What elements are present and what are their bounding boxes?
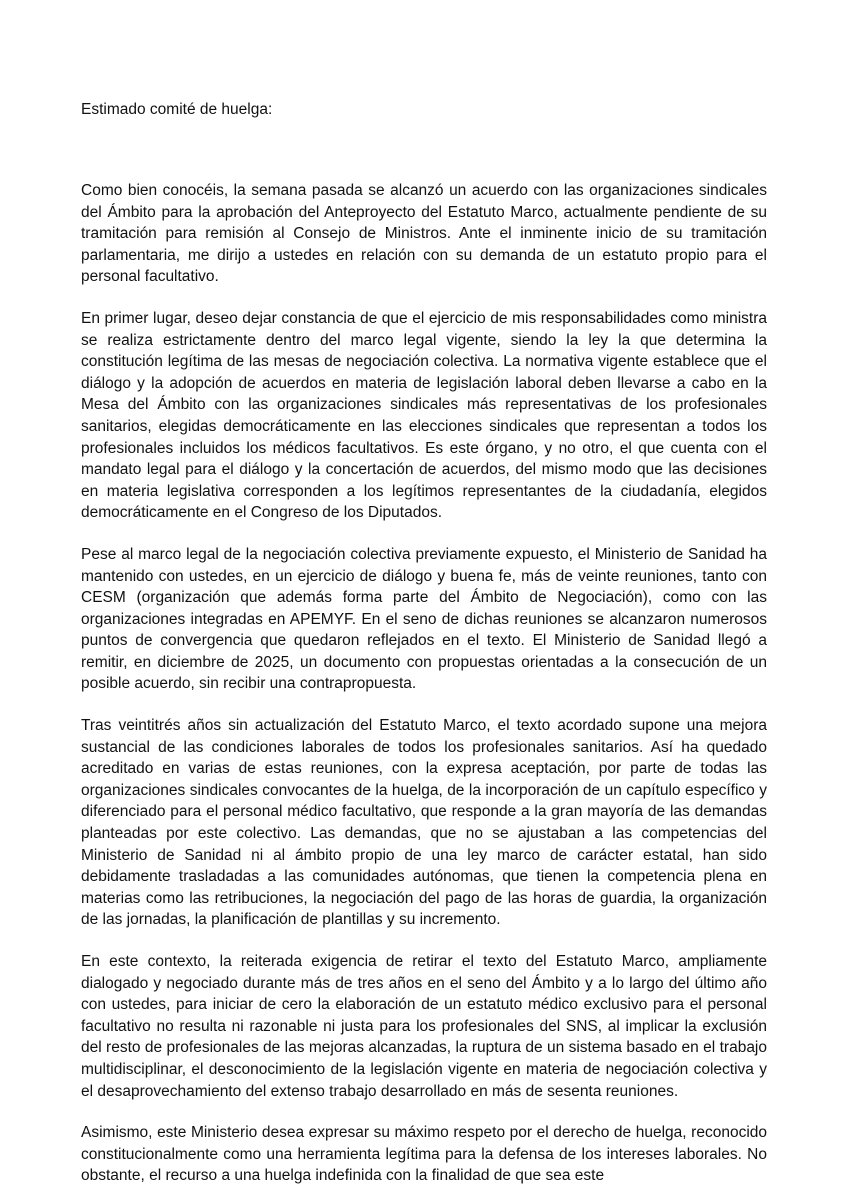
paragraph-5: En este contexto, la reiterada exigencia de retirar el texto del Estatuto Marco, ampliamente dialogado y negociado durante más de tres años en el seno del Ámbito y a lo largo del último año con ustedes, para iniciar de cero la elaboración de un estatuto médico exclusivo para el personal facultativo no resulta ni razonable ni justa para los profesionales del SNS, al implicar la exclusión del resto de profesionales de las mejoras alcanzadas, la ruptura de un sistema basado en el trabajo multidisciplinar, el desconocimiento de la legislación vigente en materia de negociación colectiva y el desaprovechamiento del extenso trabajo desarrollado en más de sesenta reuniones. [81, 953, 767, 1100]
paragraph-2: En primer lugar, deseo dejar constancia de que el ejercicio de mis responsabilidades como ministra se realiza estrictamente dentro del marco legal vigente, siendo la ley la que determina la constitución legítima de las mesas de negociación colectiva. La normativa vigente establece que el diálogo y la adopción de acuerdos en materia de legislación laboral deben llevarse a cabo en la Mesa del Ámbito con las organizaciones sindicales más representativas de los profesionales sanitarios, elegidas democráticamente en las elecciones sindicales que representan a todos los profesionales incluidos los médicos facultativos. Es este órgano, y no otro, el que cuenta con el mandato legal para el diálogo y la concertación de acuerdos, del mismo modo que las decisiones en materia legislativa corresponden a los legítimos representantes de la ciudadanía, elegidos democráticamente en el Congreso de los Diputados. [81, 309, 767, 522]
letter-body [81, 99, 767, 1187]
paragraph-4: Tras veintitrés años sin actualización del Estatuto Marco, el texto acordado supone una mejora sustancial de las condiciones laborales de todos los profesionales sanitarios. Así ha quedado acreditado en varias de estas reuniones, con la expresa aceptación, por parte de todas las organizaciones sindicales convocantes de la huelga, de la incorporación de un capítulo específico y diferenciado para el personal médico facultativo, que responde a la gran mayoría de las demandas planteadas por este colectivo. Las demandas, que no se ajustaban a las competencias del Ministerio de Sanidad ni al ámbito propio de una ley marco de carácter estatal, han sido debidamente trasladadas a las comunidades autónomas, que tienen la competencia plena en materias como las retribuciones, la negociación del pago de las horas de guardia, la organización de las jornadas, la planificación de plantillas y su incremento. [81, 717, 767, 929]
paragraph-1: Como bien conocéis, la semana pasada se alcanzó un acuerdo con las organizaciones sindicales del Ámbito para la aprobación del Anteproyecto del Estatuto Marco, actualmente pendiente de su tramitación para remisión al Consejo de Ministros. Ante el inminente inicio de su tramitación parlamentaria, me dirijo a ustedes en relación con su demanda de un estatuto propio para el personal facultativo. [81, 182, 767, 286]
paragraph-3: Pese al marco legal de la negociación colectiva previamente expuesto, el Ministerio de Sanidad ha mantenido con ustedes, en un ejercicio de diálogo y buena fe, más de veinte reuniones, tanto con CESM (organización que además forma parte del Ámbito de Negociación), como con las organizaciones integradas en APEMYF. En el seno de dichas reuniones se alcanzaron numerosos puntos de convergencia que quedaron reflejados en el texto. El Ministerio de Sanidad llegó a remitir, en diciembre de 2025, un documento con propuestas orientadas a la consecución de un posible acuerdo, sin recibir una contrapropuesta. [81, 545, 767, 693]
salutation: Estimado comité de huelga: [81, 101, 273, 118]
paragraph-6: Asimismo, este Ministerio desea expresar su máximo respeto por el derecho de huelga, reconocido constitucionalmente como una herramienta legítima para la defensa de los intereses laborales. No obstante, el recurso a una huelga indefinida con la finalidad de que sea este [81, 1124, 767, 1185]
